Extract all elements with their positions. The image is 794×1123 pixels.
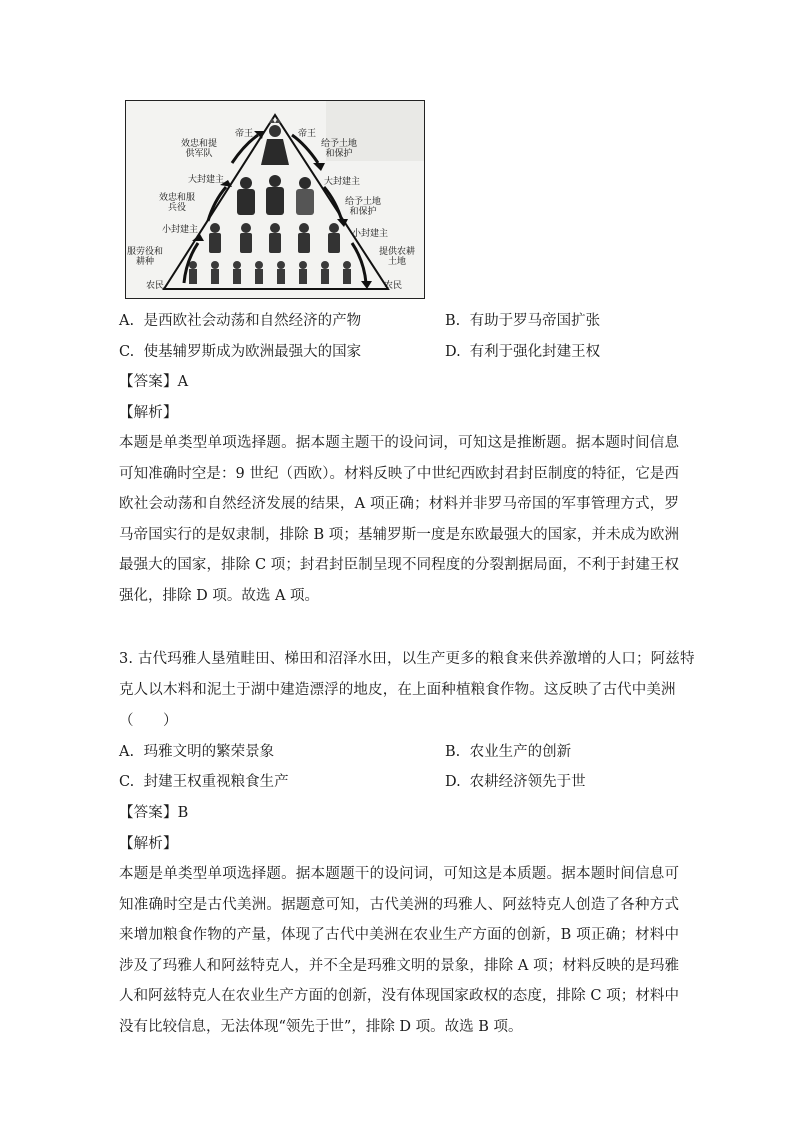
q3-option-d <box>445 772 586 792</box>
small-lord-figures-icon <box>209 223 340 253</box>
q3-stem-line2: 克人以木料和泥土于湖中建造漂浮的地皮，在上面种植粮食作物。这反映了古代中美洲 <box>119 682 676 698</box>
q3-option-b-key: B. <box>445 744 461 760</box>
q2-option-a <box>119 311 361 331</box>
q2-option-d <box>445 342 600 362</box>
big-lord-figures-icon <box>237 175 314 215</box>
label-provide-farmland: 提供农耕土地 <box>378 247 415 267</box>
label-king-left: 帝王 <box>235 129 254 139</box>
q2-answer: 【答案】A <box>119 374 189 390</box>
q2-option-d-text: 有利于强化封建王权 <box>469 344 601 360</box>
q3-option-b <box>445 742 571 762</box>
king-figure-icon <box>261 118 289 165</box>
label-king-right: 帝王 <box>298 129 317 139</box>
q2-option-d-key: D. <box>445 344 461 360</box>
q2-analysis: 本题是单类型单项选择题。据本题主题干的设问词，可知这是推断题。据本题时间信息可知准确时空是：9 世纪（西欧）。材料反映了中世纪西欧封君封臣制度的特征，它是西欧社会动荡和自然经济发展的结果，A 项正确；材料并非罗马帝国的军事管理方式，罗马帝国实行的是奴隶制，排除 B 项；基辅罗斯一度是东欧最强大的国家，并未成为欧洲最强大的国家，排除 C 项；封君封臣制呈现不同程度的分裂割据局面，不利于封建王权强化，排除 D 项。故选 A 项。 <box>119 435 679 604</box>
label-labor-farm: 服劳役和耕种 <box>126 247 163 267</box>
q2-option-c-text: 使基辅罗斯成为欧洲最强大的国家 <box>143 344 362 360</box>
peasant-figures-icon <box>189 261 351 284</box>
q2-analysis-label: 【解析】 <box>119 405 178 421</box>
label-loyal-military: 效忠和服兵役 <box>158 193 195 213</box>
label-peasant-left: 农民 <box>146 281 165 291</box>
q3-analysis: 本题是单类型单项选择题。据本题题干的设问词，可知这是本质题。据本题时间信息可知准确时空是古代美洲。据题意可知，古代美洲的玛雅人、阿兹特克人创造了各种方式来增加粮食作物的产量，体现了古代中美洲在农业生产方面的创新，B 项正确；材料中涉及了玛雅人和阿兹特克人，并不全是玛雅文明的景象，排除 A 项；材料反映的是玛雅人和阿兹特克人在农业生产方面的创新，没有体现国家政权的态度，排除 C 项；材料中没有比较信息，无法体现“领先于世”，排除 D 项。故选 B 项。 <box>119 866 679 1035</box>
q3-option-c-key: C. <box>119 774 135 790</box>
q2-option-b-key: B. <box>445 313 461 329</box>
q3-answer: 【答案】B <box>119 805 189 821</box>
q3-option-d-text: 农耕经济领先于世 <box>469 774 586 790</box>
label-big-lord-left: 大封建主 <box>188 175 225 185</box>
label-small-lord-left: 小封建主 <box>162 225 199 235</box>
q3-stem-line3: （ ） <box>119 713 178 729</box>
q2-option-b-text: 有助于罗马帝国扩张 <box>469 313 601 329</box>
q2-option-a-text: 是西欧社会动荡和自然经济的产物 <box>143 313 362 329</box>
label-loyal-army: 效忠和提供军队 <box>180 139 217 159</box>
q3-option-d-key: D. <box>445 774 461 790</box>
label-small-lord-right: 小封建主 <box>352 229 389 239</box>
feudal-pyramid-figure <box>125 100 425 299</box>
label-big-lord-right: 大封建主 <box>324 177 361 187</box>
q3-option-a-text: 玛雅文明的繁荣景象 <box>143 744 275 760</box>
q2-option-c-key: C. <box>119 344 135 360</box>
label-give-land-mid: 给予土地和保护 <box>344 197 381 217</box>
q2-option-a-key: A. <box>119 313 135 329</box>
label-peasant-right: 农民 <box>384 281 403 291</box>
q3-stem-line1: 3. 古代玛雅人垦殖畦田、梯田和沼泽水田，以生产更多的粮食来供养激增的人口；阿兹特 <box>119 651 695 667</box>
q2-option-b <box>445 311 600 331</box>
label-give-land-top: 给予土地和保护 <box>320 139 357 159</box>
q3-option-c <box>119 772 289 792</box>
q3-option-c-text: 封建王权重视粮食生产 <box>143 774 289 790</box>
q2-option-c <box>119 342 361 362</box>
q3-analysis-label: 【解析】 <box>119 836 178 852</box>
q3-option-b-text: 农业生产的创新 <box>469 744 572 760</box>
q3-option-a <box>119 742 274 762</box>
q3-option-a-key: A. <box>119 744 135 760</box>
